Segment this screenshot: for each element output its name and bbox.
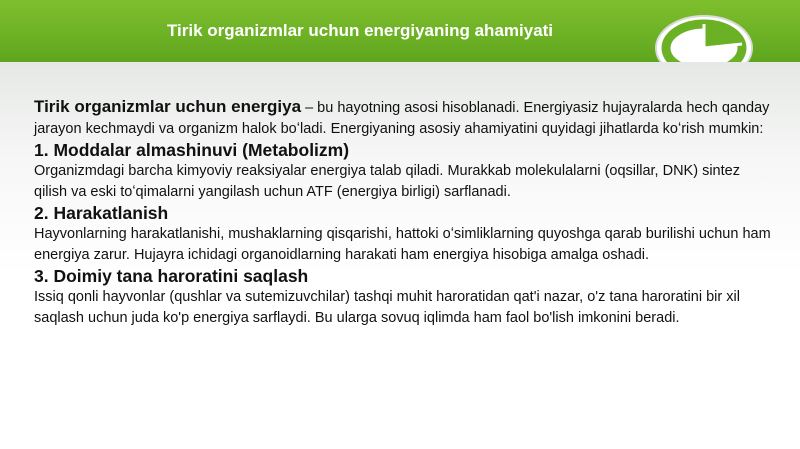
slide-content [0, 62, 800, 449]
section-heading-metabolism: 1. Moddalar almashinuvi (Metabolizm) [34, 140, 350, 160]
section-body-metabolism: Organizmdagi barcha kimyoviy reaksiyalar energiya talab qiladi. Murakkab molekulalarni (oqsillar, DNK) sintez qilish va eski toʻqimalarni yangilash uchun ATF (energiya birligi) sarflanadi. [34, 163, 740, 200]
slide-title: Tirik organizmlar uchun energiyaning ahamiyati [166, 21, 554, 40]
text-block [34, 96, 774, 329]
intro-paragraph [34, 96, 774, 140]
section-body-temperature: Issiq qonli hayvonlar (qushlar va sutemizuvchilar) tashqi muhit haroratidan qat'i nazar, o'z tana haroratini bir xil saqlash uchun juda ko'p energiya sarflaydi. Bu ularga sovuq iqlimda ham faol bo'lish imkonini beradi. [34, 289, 740, 326]
section-body-movement: Hayvonlarning harakatlanishi, mushaklarning qisqarishi, hattoki oʻsimliklarning quyoshga qarab burilishi uchun ham energiya zarur. Hujayra ichidagi organoidlarning harakati ham energiya hisobiga amalga oshadi. [34, 226, 771, 263]
section-heading-temperature: 3. Doimiy tana haroratini saqlash [34, 266, 309, 286]
intro-text: – bu hayotning asosi hisoblanadi. Energiyasiz hujayralarda hech qanday jarayon kechmaydi va organizm halok boʻladi. Energiyaning asosiy ahamiyatini quyidagi jihatlarda koʻrish mumkin: [34, 100, 770, 137]
section-heading-movement: 2. Harakatlanish [34, 203, 169, 223]
intro-strong-text: Tirik organizmlar uchun energiya [34, 97, 302, 116]
